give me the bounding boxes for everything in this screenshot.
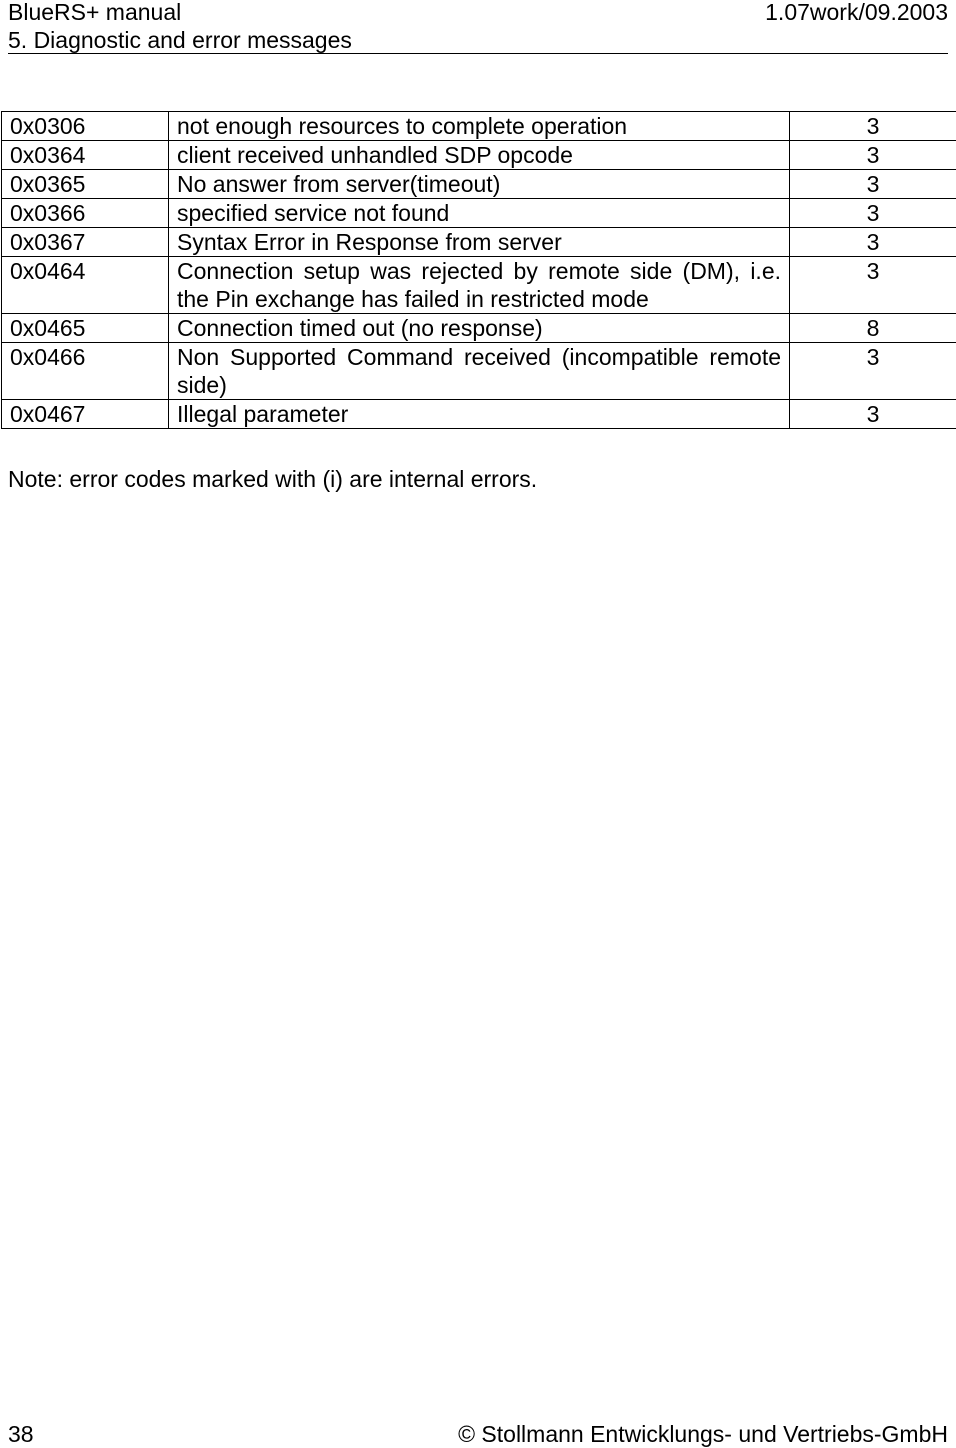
error-description-cell: not enough resources to complete operation bbox=[169, 112, 790, 141]
error-code-cell: 0x0366 bbox=[2, 199, 169, 228]
error-description-cell: Syntax Error in Response from server bbox=[169, 228, 790, 257]
page-number: 38 bbox=[8, 1421, 34, 1447]
error-value-cell: 8 bbox=[790, 314, 956, 343]
section-title: 5. Diagnostic and error messages bbox=[8, 27, 352, 53]
error-code-cell: 0x0467 bbox=[2, 400, 169, 429]
table-row bbox=[2, 400, 956, 429]
copyright-notice: © Stollmann Entwicklungs- und Vertriebs-GmbH bbox=[458, 1421, 948, 1447]
table-row bbox=[2, 170, 956, 199]
error-description-cell: Connection timed out (no response) bbox=[169, 314, 790, 343]
error-value-cell: 3 bbox=[790, 112, 956, 141]
table-row bbox=[2, 343, 956, 400]
error-description-cell: Illegal parameter bbox=[169, 400, 790, 429]
error-description-cell: Non Supported Command received (incompatible remote side) bbox=[169, 343, 790, 400]
error-value-cell: 3 bbox=[790, 400, 956, 429]
error-description-cell: Connection setup was rejected by remote side (DM), i.e. the Pin exchange has failed in restricted mode bbox=[169, 257, 790, 314]
page-header bbox=[8, 0, 948, 54]
error-description-cell: client received unhandled SDP opcode bbox=[169, 141, 790, 170]
error-code-cell: 0x0306 bbox=[2, 112, 169, 141]
table-row bbox=[2, 228, 956, 257]
error-code-table bbox=[1, 111, 956, 429]
error-value-cell: 3 bbox=[790, 257, 956, 314]
table-row bbox=[2, 141, 956, 170]
error-description-cell: specified service not found bbox=[169, 199, 790, 228]
error-value-cell: 3 bbox=[790, 228, 956, 257]
version-label: 1.07work/09.2003 bbox=[765, 0, 948, 25]
table-row bbox=[2, 112, 956, 141]
manual-title: BlueRS+ manual bbox=[8, 0, 182, 25]
internal-errors-note: Note: error codes marked with (i) are internal errors. bbox=[8, 466, 538, 492]
error-code-cell: 0x0464 bbox=[2, 257, 169, 314]
error-value-cell: 3 bbox=[790, 170, 956, 199]
error-code-cell: 0x0365 bbox=[2, 170, 169, 199]
error-code-cell: 0x0466 bbox=[2, 343, 169, 400]
table-row bbox=[2, 314, 956, 343]
error-value-cell: 3 bbox=[790, 199, 956, 228]
error-code-cell: 0x0364 bbox=[2, 141, 169, 170]
error-value-cell: 3 bbox=[790, 343, 956, 400]
table-row bbox=[2, 257, 956, 314]
error-code-cell: 0x0367 bbox=[2, 228, 169, 257]
page-footer bbox=[8, 1420, 948, 1448]
table-row bbox=[2, 199, 956, 228]
error-value-cell: 3 bbox=[790, 141, 956, 170]
error-description-cell: No answer from server(timeout) bbox=[169, 170, 790, 199]
error-code-cell: 0x0465 bbox=[2, 314, 169, 343]
